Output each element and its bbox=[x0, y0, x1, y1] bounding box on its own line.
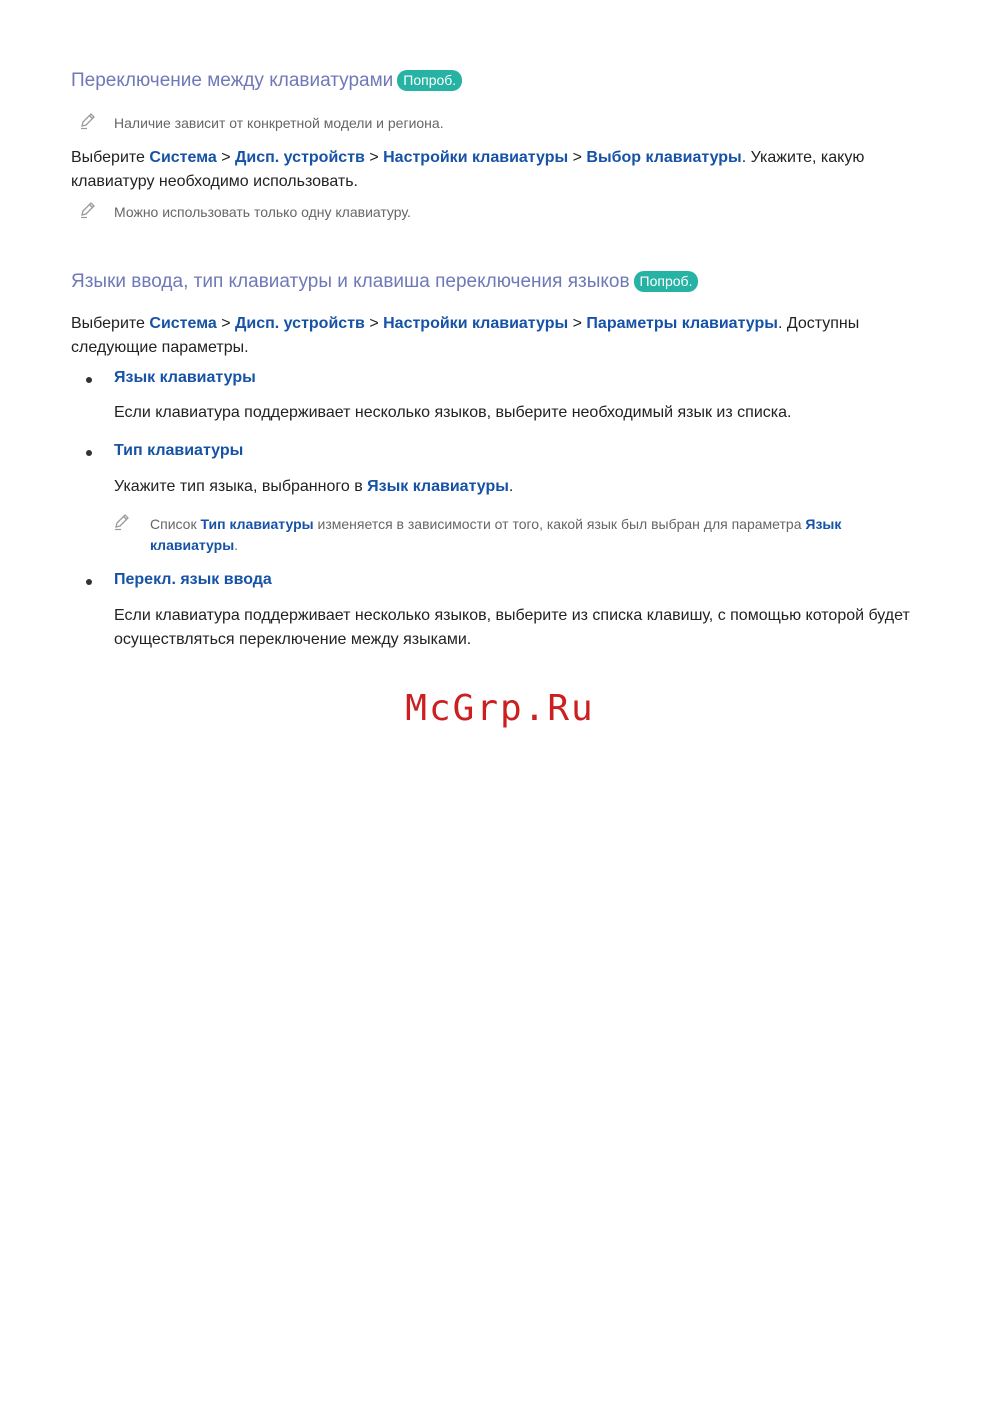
intro-prefix: Выберите bbox=[71, 315, 145, 332]
menu-link-keyboard-options[interactable]: Параметры клавиатуры bbox=[586, 315, 778, 332]
intro-prefix: Выберите bbox=[71, 149, 145, 166]
option-keyboard-language[interactable]: Язык клавиатуры bbox=[114, 369, 256, 386]
path-separator: > bbox=[369, 315, 379, 332]
path-separator: > bbox=[572, 315, 582, 332]
link-keyboard-language[interactable]: Язык клавиатуры bbox=[367, 478, 509, 495]
menu-link-display-devices[interactable]: Дисп. устройств bbox=[234, 315, 365, 332]
option-switch-input-language-desc: Если клавиатура поддерживает несколько языков, выберите из списка клавишу, с помощью которой будет осуществляться переключение между языками. bbox=[114, 607, 910, 648]
section2-intro bbox=[71, 312, 931, 360]
option-keyboard-language-desc: Если клавиатура поддерживает несколько языков, выберите необходимый язык из списка. bbox=[114, 404, 792, 421]
desc-suffix: . bbox=[508, 478, 514, 495]
section-title-text: Переключение между клавиатурами bbox=[71, 70, 394, 91]
option-keyboard-type-desc bbox=[114, 475, 924, 499]
try-button[interactable]: Попроб. bbox=[397, 70, 462, 91]
menu-link-display-devices[interactable]: Дисп. устройств bbox=[234, 149, 365, 166]
note-prefix: Список bbox=[150, 516, 197, 532]
watermark-logo: McGrp.Ru bbox=[405, 688, 595, 729]
link-keyboard-type[interactable]: Тип клавиатуры bbox=[200, 516, 314, 532]
desc-prefix: Укажите тип языка, выбранного в bbox=[114, 478, 363, 495]
section-title-keyboard-switch bbox=[71, 69, 462, 93]
try-button[interactable]: Попроб. bbox=[634, 271, 699, 292]
bullet-dot bbox=[86, 579, 92, 585]
option-keyboard-type[interactable]: Тип клавиатуры bbox=[114, 442, 244, 459]
pencil-note-icon bbox=[113, 513, 131, 531]
bullet-dot bbox=[86, 450, 92, 456]
intro-suffix: . Доступны следующие параметры. bbox=[71, 315, 860, 356]
section1-intro bbox=[71, 146, 931, 194]
menu-link-system[interactable]: Система bbox=[149, 315, 217, 332]
menu-link-system[interactable]: Система bbox=[149, 149, 217, 166]
menu-link-keyboard-settings[interactable]: Настройки клавиатуры bbox=[383, 315, 569, 332]
note-suffix: . bbox=[234, 537, 239, 553]
note-keyboard-type-list bbox=[150, 514, 910, 556]
menu-link-keyboard-select[interactable]: Выбор клавиатуры bbox=[586, 149, 742, 166]
note-availability: Наличие зависит от конкретной модели и региона. bbox=[114, 115, 444, 131]
note-middle: изменяется в зависимости от того, какой язык был выбран для параметра bbox=[317, 516, 802, 532]
link-keyboard-language[interactable]: Язык клавиатуры bbox=[150, 516, 842, 553]
pencil-note-icon bbox=[79, 112, 97, 130]
bullet-dot bbox=[86, 377, 92, 383]
path-separator: > bbox=[221, 149, 231, 166]
path-separator: > bbox=[369, 149, 379, 166]
option-switch-input-language[interactable]: Перекл. язык ввода bbox=[114, 571, 272, 588]
path-separator: > bbox=[572, 149, 582, 166]
section-title-text: Языки ввода, тип клавиатуры и клавиша переключения языков bbox=[71, 271, 630, 292]
intro-suffix: . Укажите, какую клавиатуру необходимо использовать. bbox=[71, 149, 865, 190]
menu-link-keyboard-settings[interactable]: Настройки клавиатуры bbox=[383, 149, 569, 166]
path-separator: > bbox=[221, 315, 231, 332]
section-title-input-languages bbox=[71, 270, 698, 294]
pencil-note-icon bbox=[79, 201, 97, 219]
note-single-keyboard: Можно использовать только одну клавиатуру. bbox=[114, 204, 411, 220]
